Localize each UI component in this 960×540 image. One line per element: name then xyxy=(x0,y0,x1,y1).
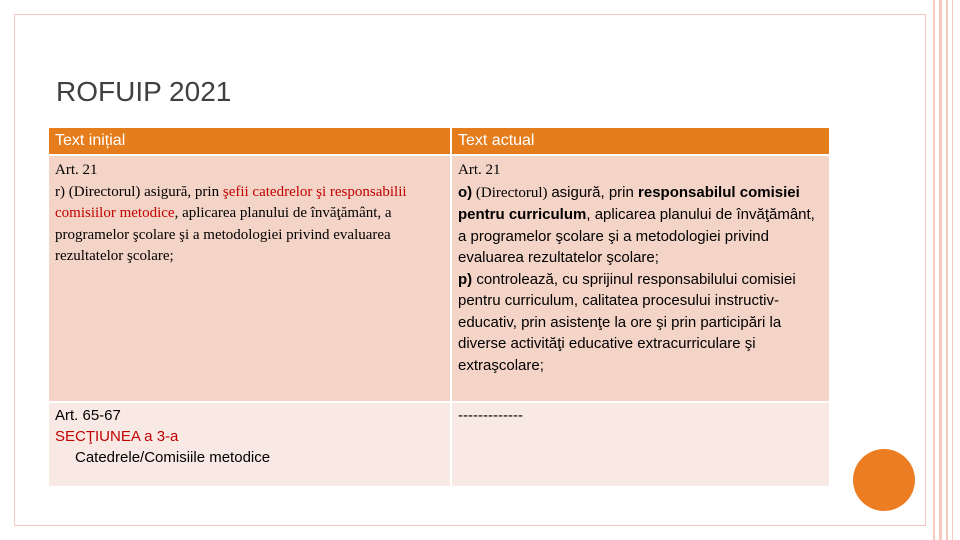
item-label: o) xyxy=(458,183,473,201)
decor-stripe xyxy=(946,0,948,540)
art-label: Art. 21 xyxy=(55,162,98,178)
header-current: Text actual xyxy=(451,127,830,155)
cell-current-art65 xyxy=(451,402,830,487)
initial-art21-text xyxy=(55,160,444,268)
text-span: r) (Directorul) asigură, prin xyxy=(55,183,223,200)
cell-initial-art65 xyxy=(48,402,451,487)
decor-circle xyxy=(853,449,915,511)
text-span: (Directorul) xyxy=(472,184,552,201)
item-label: p) xyxy=(458,270,473,288)
text-span: asigură, prin xyxy=(551,183,639,201)
paragraph-r xyxy=(55,182,444,268)
section-label: SECŢIUNEA a 3-a xyxy=(55,428,179,445)
decor-stripe xyxy=(933,0,935,540)
slide-title: ROFUIP 2021 xyxy=(56,76,232,107)
paragraph-o xyxy=(458,182,823,269)
table-row xyxy=(48,155,830,402)
section-title: Catedrele/Comisiile metodice xyxy=(75,449,271,466)
art-label: Art. 65-67 xyxy=(55,407,121,424)
header-initial: Text inițial xyxy=(48,127,451,155)
bold-text: responsabilul comisiei pentru curriculum xyxy=(458,183,800,223)
highlight-text: şefii catedrelor şi responsabilii comisiilor metodice xyxy=(55,183,407,221)
paragraph-p xyxy=(458,269,823,377)
text-span: , aplicarea planului de învăţământ, a programelor şcolare şi a metodologiei privind evaluarea rezultatelor şcolare; xyxy=(458,206,815,266)
text-span: controlează, cu sprijinul responsabilului comisiei pentru curriculum, calitatea procesului instructiv-educativ, prin asistenţe la ore şi prin participări la diverse activităţi educative extracurriculare şi extraşcolare; xyxy=(458,270,796,374)
table-row xyxy=(48,402,830,487)
cell-current-art21 xyxy=(451,155,830,402)
current-art21-text xyxy=(458,160,823,376)
placeholder-dashes: ------------- xyxy=(458,407,523,424)
header-row xyxy=(48,127,830,155)
cell-initial-art21 xyxy=(48,155,451,402)
art-label: Art. 21 xyxy=(458,162,501,178)
text-span: , aplicarea planului de învăţământ, a programelor şcolare şi a metodologiei privind evaluarea rezultatelor şcolare; xyxy=(55,205,392,264)
decor-stripe xyxy=(952,0,953,540)
decor-stripe xyxy=(939,0,942,540)
comparison-table xyxy=(47,126,831,488)
